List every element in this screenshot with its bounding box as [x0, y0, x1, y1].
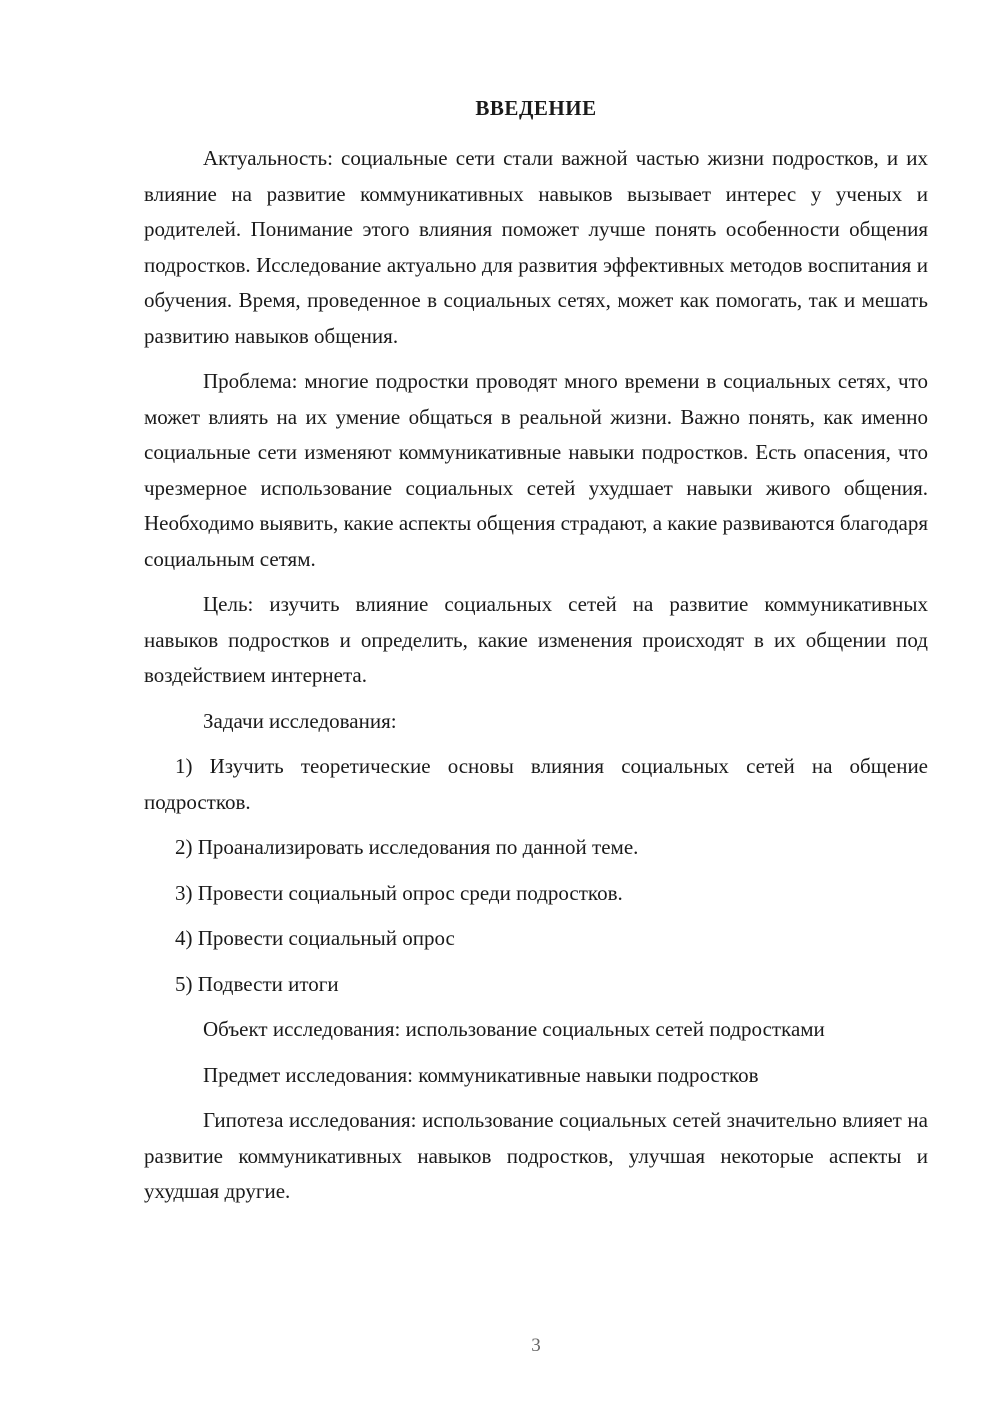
task-item-4: 4) Провести социальный опрос	[175, 926, 455, 950]
page-number: 3	[531, 1335, 541, 1356]
task-item-3: 3) Провести социальный опрос среди подростков.	[175, 880, 623, 905]
problem-paragraph: Проблема: многие подростки проводят много времени в социальных сетях, что может влиять на их умение общаться в реальной жизни. Важно понять, как именно социальные сети изменяют коммуникативные навыки подростков. Есть опасения, что чрезмерное использование социальных сетей ухудшает навыки живого общения. Необходимо выявить, какие аспекты общения страдают, а какие развиваются благодаря социальным сетям.	[144, 369, 928, 571]
document-body	[144, 141, 928, 1220]
object-paragraph: Объект исследования: использование социальных сетей подростками	[203, 1017, 825, 1041]
tasks-heading: Задачи исследования:	[203, 708, 397, 733]
task-item-1: 1) Изучить теоретические основы влияния социальных сетей на общение подростков.	[144, 754, 928, 814]
goal-paragraph: Цель: изучить влияние социальных сетей на развитие коммуникативных навыков подростков и определить, какие изменения происходят в их общении под воздействием интернета.	[144, 592, 928, 687]
task-item-5: 5) Подвести итоги	[175, 971, 339, 996]
task-item-2: 2) Проанализировать исследования по данной теме.	[175, 835, 639, 859]
hypothesis-paragraph: Гипотеза исследования: использование социальных сетей значительно влияет на развитие коммуникативных навыков подростков, улучшая некоторые аспекты и ухудшая другие.	[144, 1108, 928, 1203]
section-title: ВВЕДЕНИЕ	[475, 96, 597, 120]
relevance-paragraph: Актуальность: социальные сети стали важной частью жизни подростков, и их влияние на развитие коммуникативных навыков вызывает интерес у ученых и родителей. Понимание этого влияния поможет лучше понять особенности общения подростков. Исследование актуально для развития эффективных методов воспитания и обучения. Время, проведенное в социальных сетях, может как помогать, так и мешать развитию навыков общения.	[144, 146, 928, 348]
subject-paragraph: Предмет исследования: коммуникативные навыки подростков	[203, 1062, 759, 1087]
